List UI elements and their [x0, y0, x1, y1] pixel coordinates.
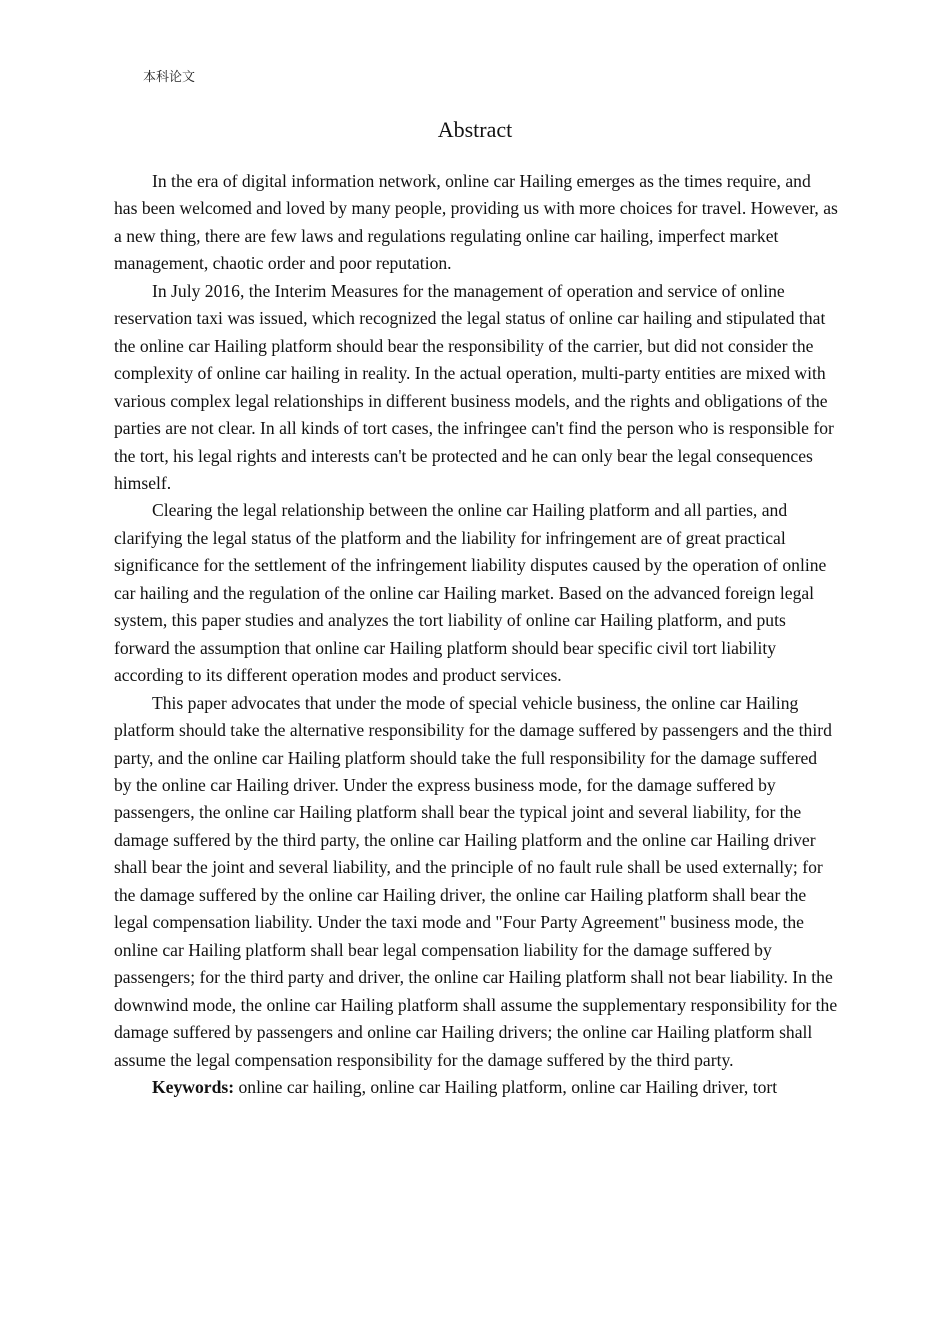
abstract-paragraph-4: This paper advocates that under the mode of special vehicle business, the online car Hailing platform should take the alternative responsibility for the damage suffered by passengers and the third party, and the online car Hailing platform should take the full responsibility for the damage suffered by the online car Hailing driver. Under the express business mode, for the damage suffered by passengers, the online car Hailing platform shall bear the typical joint and several liability, for the damage suffered by the third party, the online car Hailing platform and the online car Hailing driver shall bear the joint and several liability, and the principle of no fault rule shall be used externally; for the damage suffered by the online car Hailing driver, the online car Hailing platform shall bear the legal compensation liability. Under the taxi mode and "Four Party Agreement" business mode, the online car Hailing platform shall bear legal compensation liability for the damage suffered by passengers; for the third party and driver, the online car Hailing platform shall not bear liability. In the downwind mode, the online car Hailing platform shall assume the supplementary responsibility for the damage suffered by passengers and online car Hailing drivers; the online car Hailing platform shall assume the legal compensation responsibility for the damage suffered by the third party. [114, 692, 838, 1070]
abstract-paragraph-1: In the era of digital information network, online car Hailing emerges as the times require, and has been welcomed and loved by many people, providing us with more choices for travel. However, as a new thing, there are few laws and regulations regulating online car hailing, imperfect market management, chaotic order and poor reputation. [114, 171, 838, 274]
keywords-label: Keywords: [152, 1076, 235, 1097]
abstract-title: Abstract [437, 117, 513, 142]
running-header: 本科论文 [143, 70, 196, 85]
keywords-text: online car hailing, online car Hailing platform, online car Hailing driver, tort [234, 1076, 778, 1097]
abstract-body [114, 168, 838, 1101]
keywords-line [114, 1074, 838, 1101]
abstract-paragraph-2: In July 2016, the Interim Measures for the management of operation and service of online reservation taxi was issued, which recognized the legal status of online car hailing and stipulated that the online car Hailing platform should bear the responsibility of the carrier, but did not consider the complexity of online car hailing in reality. In the actual operation, multi-party entities are mixed with various complex legal relationships in different business models, and the rights and obligations of the parties are not clear. In all kinds of tort cases, the infringee can't find the person who is responsible for the tort, his legal rights and interests can't be protected and he can only bear the legal consequences himself. [114, 280, 834, 493]
abstract-paragraph-3: Clearing the legal relationship between the online car Hailing platform and all parties, and clarifying the legal status of the platform and the liability for infringement are of great practical significance for the settlement of the infringement liability disputes caused by the operation of online car hailing and the regulation of the online car Hailing market. Based on the advanced foreign legal system, this paper studies and analyzes the tort liability of online car Hailing platform, and puts forward the assumption that online car Hailing platform should bear specific civil tort liability according to its different operation modes and product services. [114, 500, 827, 686]
